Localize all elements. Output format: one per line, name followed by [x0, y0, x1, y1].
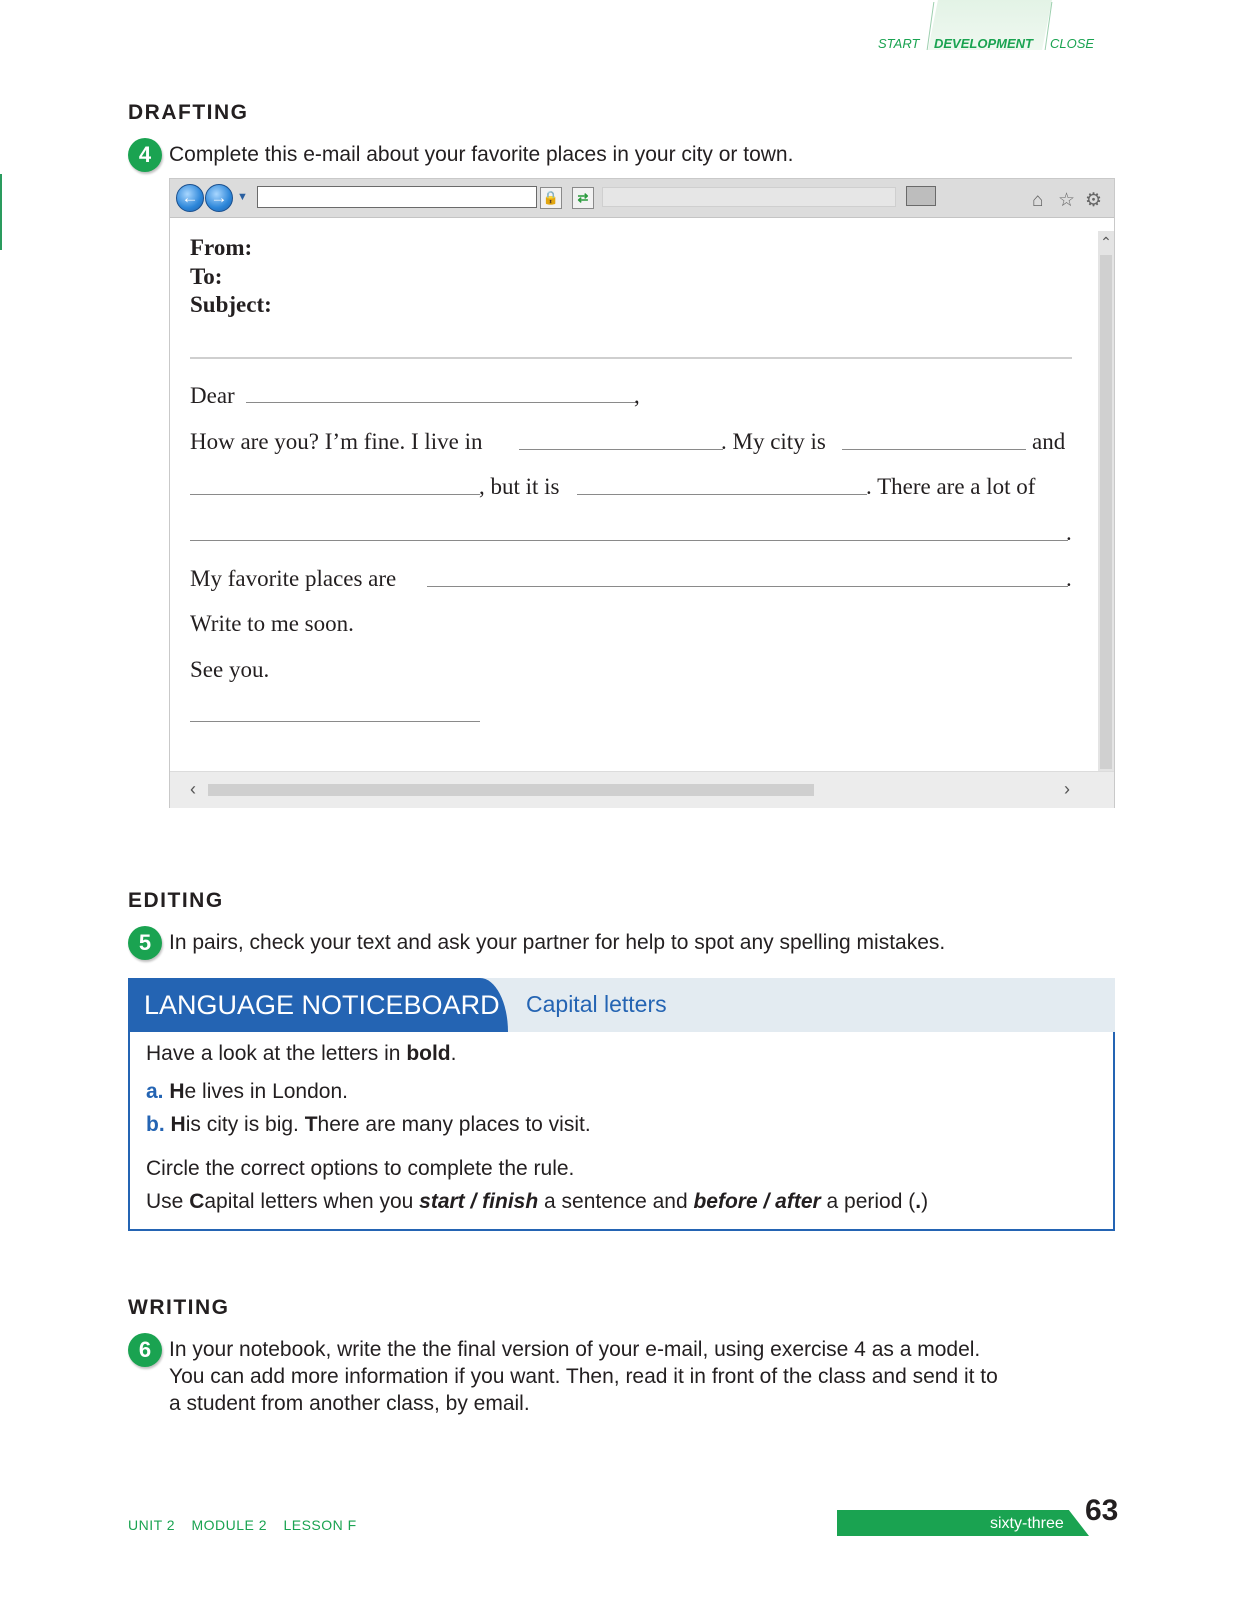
toolbar-square-button[interactable] — [906, 186, 936, 206]
greeting-comma: , — [634, 383, 640, 408]
favorites-line: My favorite places are — [190, 566, 397, 591]
see-you-line: See you. — [190, 657, 270, 682]
noticeboard-header — [128, 978, 1115, 1032]
gear-icon[interactable]: ⚙ — [1085, 190, 1103, 211]
exercise-instruction: In pairs, check your text and ask your partner for help to spot any spelling mistakes. — [169, 931, 946, 954]
chevron-left-icon[interactable]: ‹ — [190, 779, 196, 799]
email-line-3a: , but it is — [479, 474, 560, 499]
from-label: From: — [190, 235, 253, 260]
email-browser-window — [169, 178, 1115, 808]
period: . — [1066, 566, 1072, 591]
email-line-2a: How are you? I’m fine. I live in — [190, 429, 483, 454]
footer-lesson: LESSON F — [283, 1517, 357, 1533]
lock-icon[interactable]: 🔒 — [540, 187, 562, 209]
noticeboard-intro: Have a look at the letters in bold. — [146, 1042, 457, 1065]
chevron-right-icon[interactable]: › — [1064, 779, 1070, 799]
blank-line[interactable] — [519, 449, 723, 450]
page-edge-mark — [0, 174, 2, 250]
write-soon-line: Write to me soon. — [190, 611, 354, 636]
email-line-3b: . There are a lot of — [866, 474, 1036, 499]
footer-unit: UNIT 2 — [128, 1517, 176, 1533]
subject-label: Subject: — [190, 292, 272, 317]
to-label: To: — [190, 264, 223, 289]
page-number: 63 — [1085, 1494, 1119, 1527]
noticeboard-title: LANGUAGE NOTICEBOARD — [128, 978, 508, 1032]
page-number-words: sixty-three — [990, 1515, 1064, 1532]
blank-line[interactable] — [190, 494, 480, 495]
exercise-instruction: Complete this e-mail about your favorite places in your city or town. — [169, 143, 794, 166]
star-icon[interactable]: ☆ — [1058, 190, 1076, 211]
vertical-scrollbar-thumb[interactable] — [1100, 255, 1112, 769]
blank-line[interactable] — [190, 540, 1068, 541]
editing-heading: EDITING — [128, 889, 224, 912]
email-line-2c: and — [1032, 429, 1066, 454]
rule-option-start-finish[interactable]: start / finish — [419, 1190, 539, 1213]
blank-line[interactable] — [577, 494, 867, 495]
drafting-heading: DRAFTING — [128, 101, 249, 124]
phase-close: CLOSE — [1050, 36, 1095, 51]
exercise-number-badge: 5 — [128, 926, 162, 960]
vertical-scrollbar[interactable] — [1098, 231, 1114, 771]
email-line-2b: . My city is — [721, 429, 826, 454]
rule-sentence: Use Capital letters when you start / finish a sentence and before / after a period (.) — [146, 1190, 929, 1213]
header-divider — [190, 357, 1072, 359]
horizontal-scrollbar[interactable] — [170, 771, 1114, 808]
footer-module: MODULE 2 — [191, 1517, 268, 1533]
noticeboard-subtitle: Capital letters — [526, 991, 667, 1017]
horizontal-scrollbar-thumb[interactable] — [208, 784, 814, 796]
blank-line[interactable] — [427, 586, 1068, 587]
chevron-up-icon[interactable]: ⌃ — [1100, 234, 1112, 250]
lesson-phase-tabs — [876, 0, 1116, 56]
rule-instruction: Circle the correct options to complete the rule. — [146, 1157, 575, 1180]
phase-start: START — [878, 36, 920, 51]
blank-line[interactable] — [246, 402, 636, 403]
phase-development: DEVELOPMENT — [934, 36, 1033, 51]
greeting-dear: Dear — [190, 383, 235, 408]
browser-toolbar — [170, 179, 1114, 218]
exercise-number-badge: 6 — [128, 1333, 162, 1367]
rule-option-before-after[interactable]: before / after — [693, 1190, 821, 1213]
arrow-left-icon[interactable]: ← — [176, 184, 204, 212]
home-icon[interactable]: ⌂ — [1032, 190, 1044, 211]
url-input[interactable] — [257, 186, 537, 208]
chevron-down-icon[interactable]: ▼ — [237, 191, 248, 203]
period: . — [1066, 520, 1072, 545]
example-b: b. His city is big. There are many places to visit. — [146, 1113, 591, 1136]
exercise-instruction: In your notebook, write the the final version of your e-mail, using exercise 4 as a model. You can add more information if you want. Then, read it in front of the class and send it to a student from another class, by email. — [169, 1338, 998, 1415]
exercise-number-badge: 4 — [128, 138, 162, 172]
language-noticeboard — [128, 978, 1115, 1231]
search-input[interactable] — [602, 187, 896, 207]
arrow-right-icon[interactable]: → — [205, 184, 233, 212]
refresh-icon[interactable]: ⇄ — [572, 187, 594, 209]
footer-breadcrumb — [128, 1517, 369, 1533]
signature-blank-line[interactable] — [190, 721, 480, 722]
blank-line[interactable] — [842, 449, 1026, 450]
example-a: a. He lives in London. — [146, 1080, 348, 1103]
writing-heading: WRITING — [128, 1296, 230, 1319]
